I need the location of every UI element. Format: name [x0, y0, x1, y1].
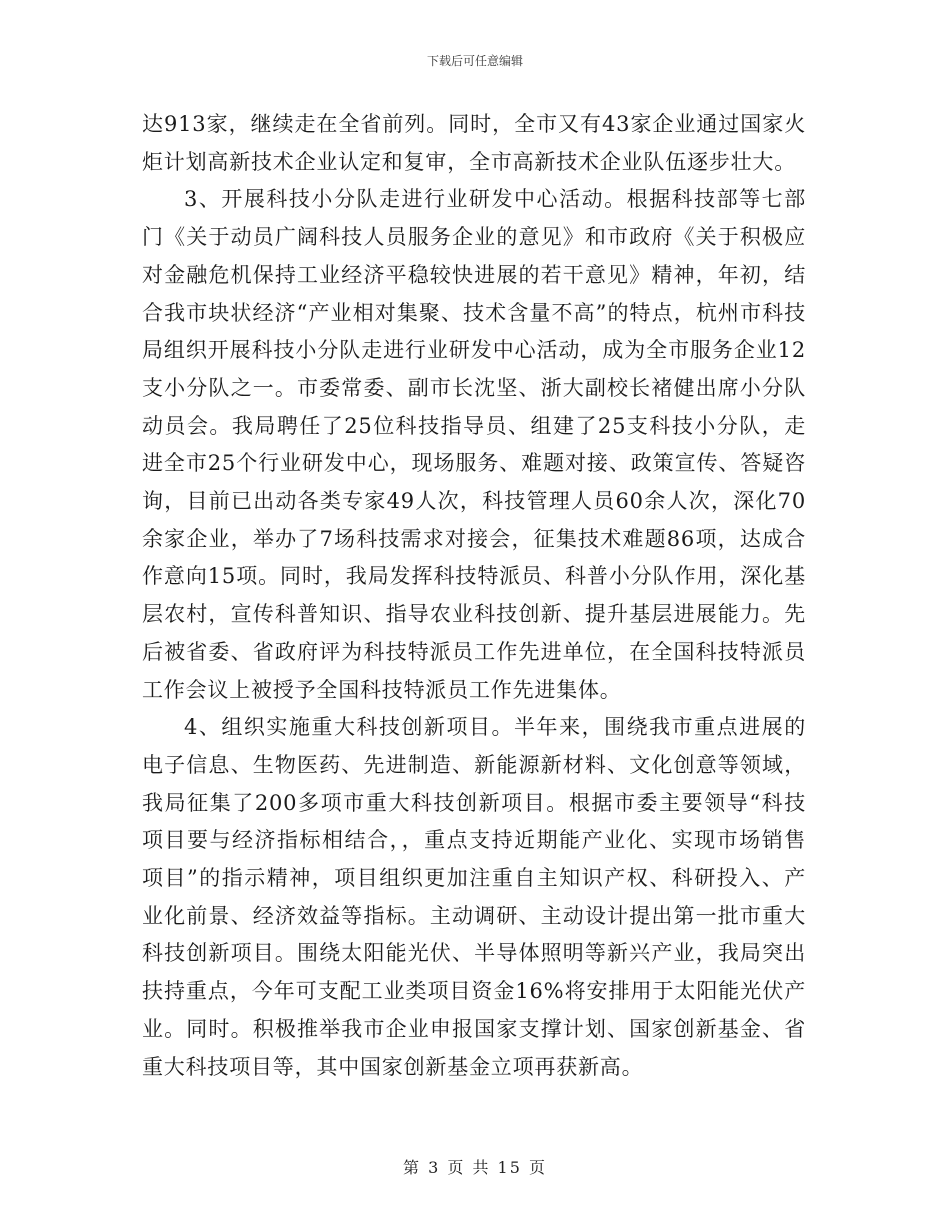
paragraph-item-3: 3、开展科技小分队走进行业研发中心活动。根据科技部等七部门《关于动员广阔科技人员服务企业的意见》和市政府《关于积极应对金融危机保持工业经济平稳较快进展的若干意见》精神，年初，结合我市块状经济“产业相对集聚、技术含量不高”的特点，杭州市科技局组织开展科技小分队走进行业研发中心活动，成为全市服务企业12支小分队之一。市委常委、副市长沈坚、浙大副校长褚健出席小分队动员会。我局聘任了25位科技指导员、组建了25支科技小分队，走进全市25个行业研发中心，现场服务、难题对接、政策宣传、答疑咨询，目前已出动各类专家49人次，科技管理人员60余人次，深化70余家企业，举办了7场科技需求对接会，征集技术难题86项，达成合作意向15项。同时，我局发挥科技特派员、科普小分队作用，深化基层农村，宣传科普知识、指导农业科技创新、提升基层进展能力。先后被省委、省政府评为科技特派员工作先进单位，在全国科技特派员工作会议上被授予全国科技特派员工作先进集体。 — [142, 187, 806, 702]
document-body — [142, 106, 806, 1086]
paragraph-continuation: 达913家，继续走在全省前列。同时，全市又有43家企业通过国家火炬计划高新技术企业认定和复审，全市高新技术企业队伍逐步壮大。 — [142, 112, 806, 174]
paragraph-item-4: 4、组织实施重大科技创新项目。半年来，围绕我市重点进展的电子信息、生物医药、先进制造、新能源新材料、文化创意等领域，我局征集了200多项市重大科技创新项目。根据市委主要领导“科技项目要与经济指标相结合，，重点支持近期能产业化、实现市场销售项目”的指示精神，项目组织更加注重自主知识产权、科研投入、产业化前景、经济效益等指标。主动调研、主动设计提出第一批市重大科技创新项目。围绕太阳能光伏、半导体照明等新兴产业，我局突出扶持重点，今年可支配工业类项目资金16%将安排用于太阳能光伏产业。同时。积极推举我市企业申报国家支撑计划、国家创新基金、省重大科技项目等，其中国家创新基金立项再获新高。 — [142, 715, 806, 1079]
page-number-footer: 第 3 页 共 15 页 — [403, 1158, 547, 1177]
page-header: 下载后可任意编辑 — [426, 54, 523, 68]
